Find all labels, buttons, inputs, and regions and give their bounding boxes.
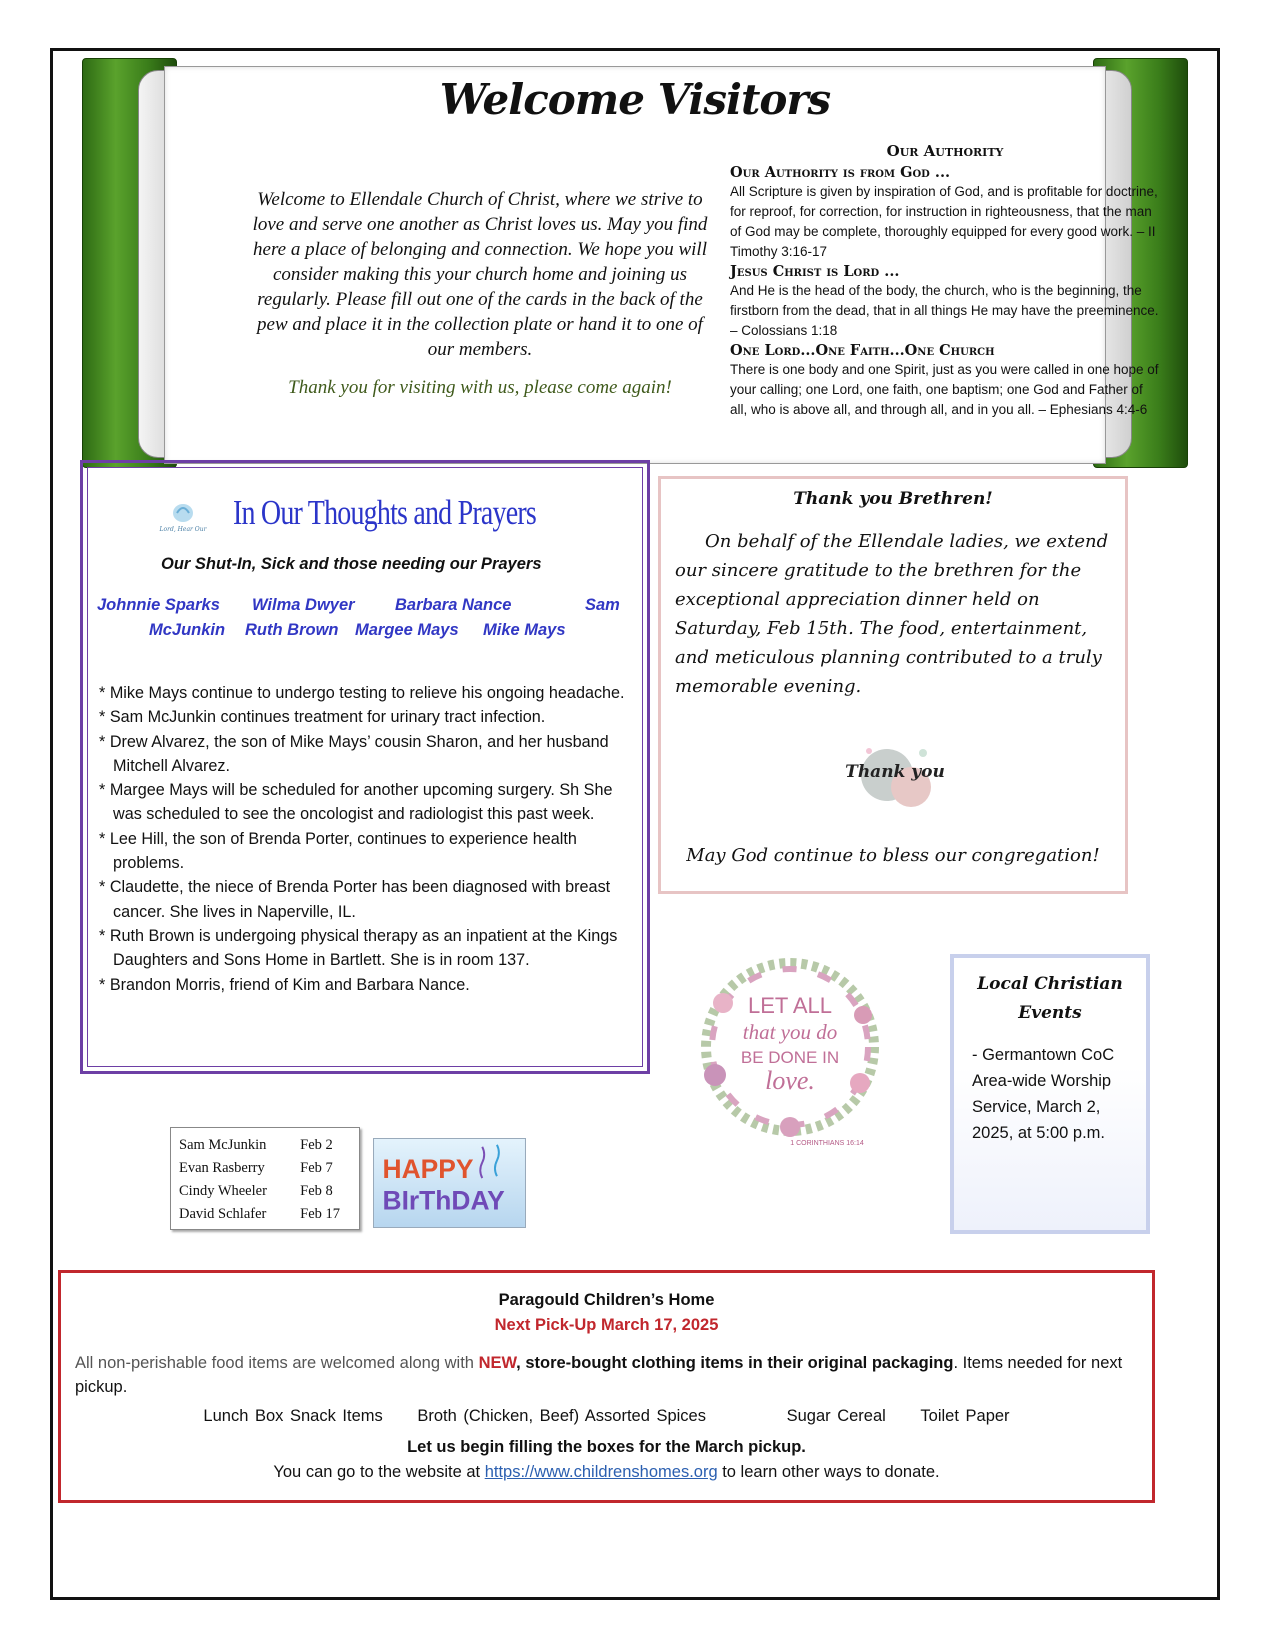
brethren-body: On behalf of the Ellendale ladies, we extend our sincere gratitude to the brethren for the exceptional appreciation dinner held on Saturday, Feb 15th. The food, entertainment, and meticulous planning contributed to a truly memorable evening. [675, 531, 1109, 697]
website-text: You can go to the website at [273, 1463, 485, 1481]
list-item: * Brandon Morris, friend of Kim and Barbara Nance. [99, 973, 639, 997]
thank-you-image-text: Thank you [845, 762, 945, 782]
authority-heading: Our Authority is from God ... [730, 164, 951, 181]
birthday-date: Feb 2 [300, 1137, 333, 1153]
list-item: * Margee Mays will be scheduled for another upcoming surgery. Sh She was scheduled to see the oncologist and radiologist this past week. [99, 778, 639, 827]
needed-item: Sugar Cereal [786, 1407, 886, 1425]
table-row [179, 1180, 351, 1203]
para-text: All non-perishable food items are welcomed along with [75, 1354, 479, 1372]
needed-item: Lunch Box Snack Items [203, 1407, 383, 1425]
needed-items [61, 1407, 1152, 1426]
childrens-home-title: Paragould Children’s Home [498, 1291, 715, 1309]
prayers-title: In Our Thoughts and Prayers [233, 493, 536, 532]
authority-title: Our Authority [886, 142, 1004, 160]
events-title: Local Christian Events [977, 974, 1123, 1023]
thanks-visiting-text: Thank you for visiting with us, please come again! [288, 377, 672, 398]
list-item: * Drew Alvarez, the son of Mike Mays’ cousin Sharon, and her husband Mitchell Alvarez. [99, 730, 639, 779]
birthday-list [170, 1127, 360, 1230]
para-bold: , store-bought clothing items in their original packaging [516, 1354, 954, 1372]
birthday-banner-line-2: BIrThDAY [382, 1185, 505, 1216]
birthday-date: Feb 17 [300, 1206, 341, 1222]
prayer-name: Sam [585, 596, 620, 614]
list-item: * Ruth Brown is undergoing physical therapy as an inpatient at the Kings Daughters and Sons Home in Bartlett. She is in room 137. [99, 924, 639, 973]
prayer-names-row [97, 593, 637, 618]
wreath-line-3: BE DONE IN [740, 1048, 840, 1067]
prayer-name: Margee Mays [355, 621, 459, 639]
brethren-title: Thank you Brethren! [793, 489, 993, 509]
prayer-name: Johnnie Sparks [97, 596, 220, 614]
prayers-box [80, 460, 650, 1074]
wreath-line-1: LET ALL [748, 993, 832, 1018]
para-end: . Items needed for next pickup. [75, 1354, 1123, 1396]
website-line [61, 1463, 1152, 1482]
authority-heading: One Lord...One Faith...One Church [730, 342, 995, 359]
let-all-wreath-image [685, 955, 895, 1150]
welcome-scroll-banner [82, 58, 1188, 472]
authority-section [730, 141, 1160, 420]
prayers-subtitle: Our Shut-In, Sick and those needing our Prayers [161, 555, 542, 573]
website-text-end: to learn other ways to donate. [717, 1463, 940, 1481]
list-item: * Claudette, the niece of Brenda Porter has been diagnosed with breast cancer. She lives in Naperville, IL. [99, 875, 639, 924]
prayer-names [97, 593, 637, 643]
table-row [179, 1157, 351, 1180]
website-link[interactable]: https://www.childrenshomes.org [484, 1463, 718, 1481]
list-item: * Sam McJunkin continues treatment for urinary tract infection. [99, 705, 639, 729]
prayer-name: Mike Mays [483, 621, 566, 639]
childrens-home-pickup: Next Pick-Up March 17, 2025 [494, 1316, 719, 1334]
birthday-date: Feb 7 [300, 1160, 333, 1176]
prayer-icon-label: Lord, Hear Our [159, 526, 207, 533]
wreath-line-2: that you do [742, 1020, 838, 1044]
birthday-name: David Schlafer [179, 1206, 267, 1222]
wreath-reference: 1 CORINTHIANS 16:14 [790, 1140, 864, 1147]
prayer-concerns-list [99, 681, 639, 997]
table-row [179, 1134, 351, 1157]
birthday-banner-line-1: HAPPY [382, 1154, 474, 1185]
praying-hands-icon [159, 501, 207, 541]
fill-boxes-text: Let us begin filling the boxes for the March pickup. [407, 1438, 806, 1456]
needed-item: Toilet Paper [920, 1407, 1010, 1425]
scroll-parchment [164, 66, 1159, 464]
local-events-box [950, 954, 1150, 1234]
authority-heading: Jesus Christ is Lord ... [730, 263, 900, 280]
needed-item: Broth (Chicken, Beef) Assorted Spices [417, 1407, 706, 1425]
wreath-line-4: love. [765, 1066, 815, 1095]
brethren-blessing: May God continue to bless our congregation! [686, 845, 1100, 866]
thank-you-brethren-box [658, 476, 1128, 894]
childrens-home-paragraph [75, 1351, 1145, 1399]
welcome-title: Welcome Visitors [439, 75, 831, 124]
birthday-name: Cindy Wheeler [179, 1183, 267, 1199]
childrens-home-box [58, 1270, 1155, 1503]
birthday-table [179, 1134, 351, 1226]
list-item: * Lee Hill, the son of Brenda Porter, continues to experience health problems. [99, 827, 639, 876]
birthday-name: Sam McJunkin [179, 1137, 267, 1153]
list-item: * Mike Mays continue to undergo testing to relieve his ongoing headache. [99, 681, 639, 705]
prayer-names-row [97, 618, 637, 643]
thank-you-image [845, 731, 945, 823]
birthday-name: Evan Rasberry [179, 1160, 265, 1176]
prayer-name: McJunkin [149, 621, 226, 639]
authority-text: And He is the head of the body, the church, who is the beginning, the firstborn from the dead, that in all things He may have the preeminence. – Colossians 1:18 [730, 283, 1159, 338]
happy-birthday-image [373, 1138, 526, 1228]
prayer-name: Barbara Nance [395, 596, 512, 614]
table-row [179, 1203, 351, 1226]
welcome-text: Welcome to Ellendale Church of Christ, where we strive to love and serve one another as Christ loves us. May you find here a place of belonging and connection. We hope you will consider making this your church home and joining us regularly. Please fill out one of the cards in the back of the pew and place it in the collection plate or hand it to one of our members. [252, 189, 708, 360]
prayer-name: Ruth Brown [245, 621, 339, 639]
para-new: NEW [478, 1354, 517, 1372]
prayer-name: Wilma Dwyer [252, 596, 355, 614]
authority-text: All Scripture is given by inspiration of God, and is profitable for doctrine, for reproof, for correction, for instruction in righteousness, that the man of God may be complete, thoroughly equipped for every good work. – II Timothy 3:16-17 [730, 184, 1158, 259]
events-body: - Germantown CoC Area-wide Worship Service, March 2, 2025, at 5:00 p.m. [972, 1046, 1115, 1142]
authority-text: There is one body and one Spirit, just as you were called in one hope of your calling; one Lord, one faith, one baptism; one God and Father of all, who is above all, and through all, and in you all. – Ephesians 4:4-6 [730, 362, 1159, 417]
birthday-date: Feb 8 [300, 1183, 333, 1199]
